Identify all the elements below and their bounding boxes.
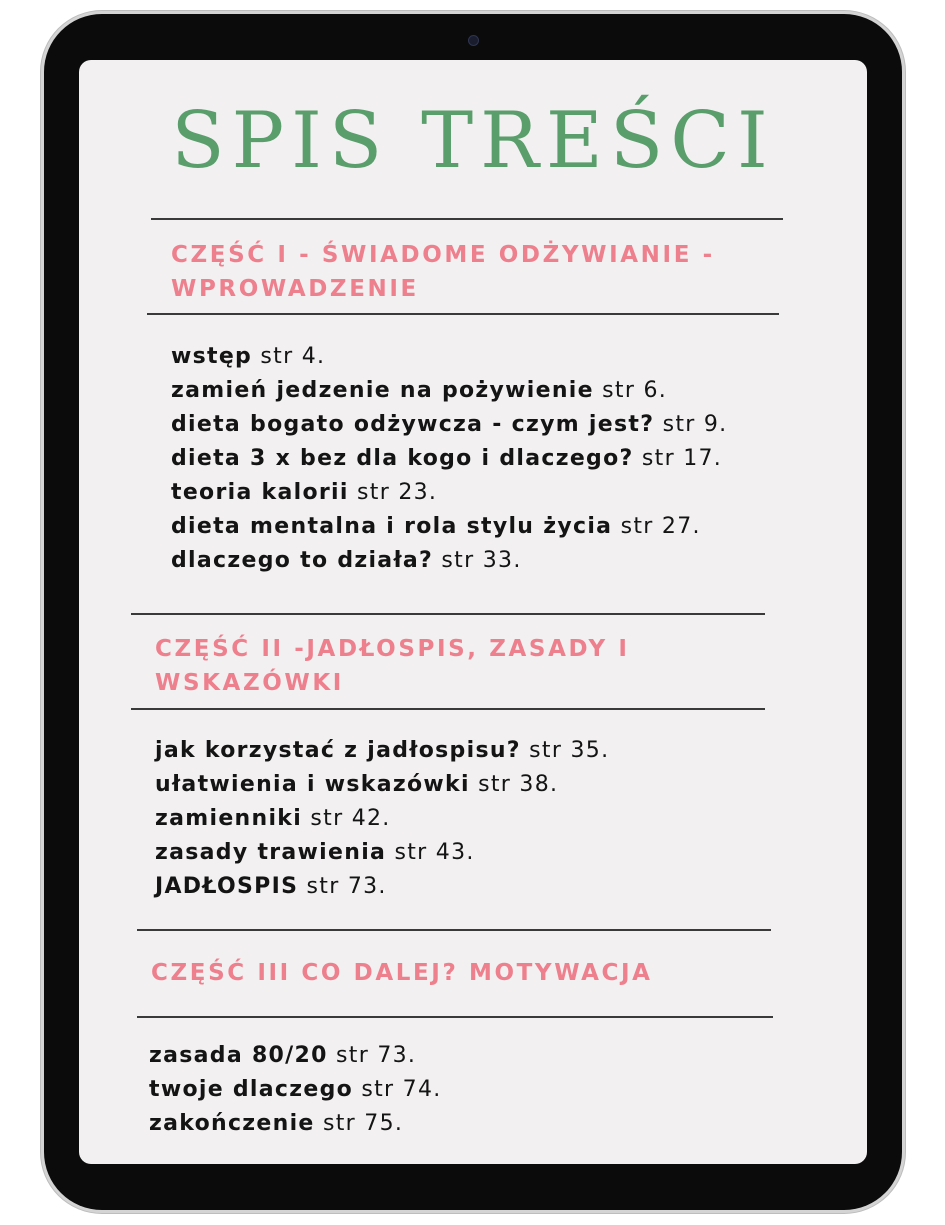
toc-item-title: wstęp <box>171 344 253 369</box>
toc-item[interactable] <box>171 476 727 510</box>
toc-item-title: zasada 80/20 <box>149 1043 328 1068</box>
toc-item-page: str 73. <box>306 874 387 899</box>
toc-item-title: teoria kalorii <box>171 480 349 505</box>
toc-item-page: str 35. <box>529 738 610 763</box>
section-heading <box>155 632 630 700</box>
toc-item[interactable] <box>155 768 609 802</box>
toc-item-title: dlaczego to działa? <box>171 548 434 573</box>
toc-item[interactable] <box>171 442 727 476</box>
toc-item-page: str 74. <box>361 1077 442 1102</box>
toc-item-title: JADŁOSPIS <box>155 874 299 899</box>
divider <box>137 1016 773 1018</box>
divider <box>137 929 771 931</box>
section-heading-line: CZĘŚĆ I - ŚWIADOME ODŻYWIANIE - <box>171 242 715 268</box>
toc-item-page: str 17. <box>641 446 723 471</box>
toc-list <box>149 1039 442 1141</box>
section-heading-line: WSKAZÓWKI <box>155 670 344 696</box>
toc-list <box>155 734 609 904</box>
toc-item[interactable] <box>155 836 609 870</box>
toc-item-page: str 75. <box>322 1111 404 1136</box>
toc-item-page: str 23. <box>357 480 438 505</box>
toc-item-title: zamień jedzenie na pożywienie <box>171 378 594 403</box>
section-heading <box>151 956 653 990</box>
divider <box>151 218 783 220</box>
toc-list <box>171 340 727 578</box>
toc-item[interactable] <box>149 1073 442 1107</box>
toc-item-title: dieta 3 x bez dla kogo i dlaczego? <box>171 446 634 471</box>
toc-item[interactable] <box>171 408 727 442</box>
camera-icon <box>468 35 479 46</box>
toc-item[interactable] <box>171 544 727 578</box>
toc-item-page: str 38. <box>478 772 559 797</box>
toc-item-page: str 42. <box>310 806 391 831</box>
section-heading-line: WPROWADZENIE <box>171 276 419 302</box>
toc-item-page: str 33. <box>441 548 522 573</box>
divider <box>147 313 779 315</box>
toc-item-page: str 73. <box>336 1043 417 1068</box>
toc-item[interactable] <box>171 374 727 408</box>
toc-item-title: zamienniki <box>155 806 303 831</box>
toc-item[interactable] <box>155 870 609 904</box>
toc-item-page: str 9. <box>662 412 728 437</box>
toc-item[interactable] <box>171 340 727 374</box>
toc-item-title: twoje dlaczego <box>149 1077 354 1102</box>
toc-item[interactable] <box>149 1039 442 1073</box>
toc-item[interactable] <box>171 510 727 544</box>
divider <box>131 708 765 710</box>
tablet-frame <box>44 14 902 1210</box>
toc-item-title: ułatwienia i wskazówki <box>155 772 470 797</box>
toc-item-page: str 43. <box>394 840 475 865</box>
tablet-screen <box>79 60 867 1164</box>
toc-item-title: zakończenie <box>149 1111 315 1136</box>
toc-item-title: jak korzystać z jadłospisu? <box>155 738 521 763</box>
toc-item[interactable] <box>149 1107 442 1141</box>
divider <box>131 613 765 615</box>
toc-item[interactable] <box>155 734 609 768</box>
toc-item-page: str 4. <box>260 344 326 369</box>
section-heading <box>171 238 715 306</box>
toc-item-page: str 27. <box>620 514 701 539</box>
toc-item-title: dieta mentalna i rola stylu życia <box>171 514 613 539</box>
section-heading-line: CZĘŚĆ III CO DALEJ? MOTYWACJA <box>151 960 653 986</box>
toc-item-page: str 6. <box>602 378 668 403</box>
section-heading-line: CZĘŚĆ II -JADŁOSPIS, ZASADY I <box>155 636 630 662</box>
toc-item-title: dieta bogato odżywcza - czym jest? <box>171 412 655 437</box>
toc-item[interactable] <box>155 802 609 836</box>
toc-item-title: zasady trawienia <box>155 840 387 865</box>
page-title: SPIS TREŚCI <box>171 96 775 186</box>
